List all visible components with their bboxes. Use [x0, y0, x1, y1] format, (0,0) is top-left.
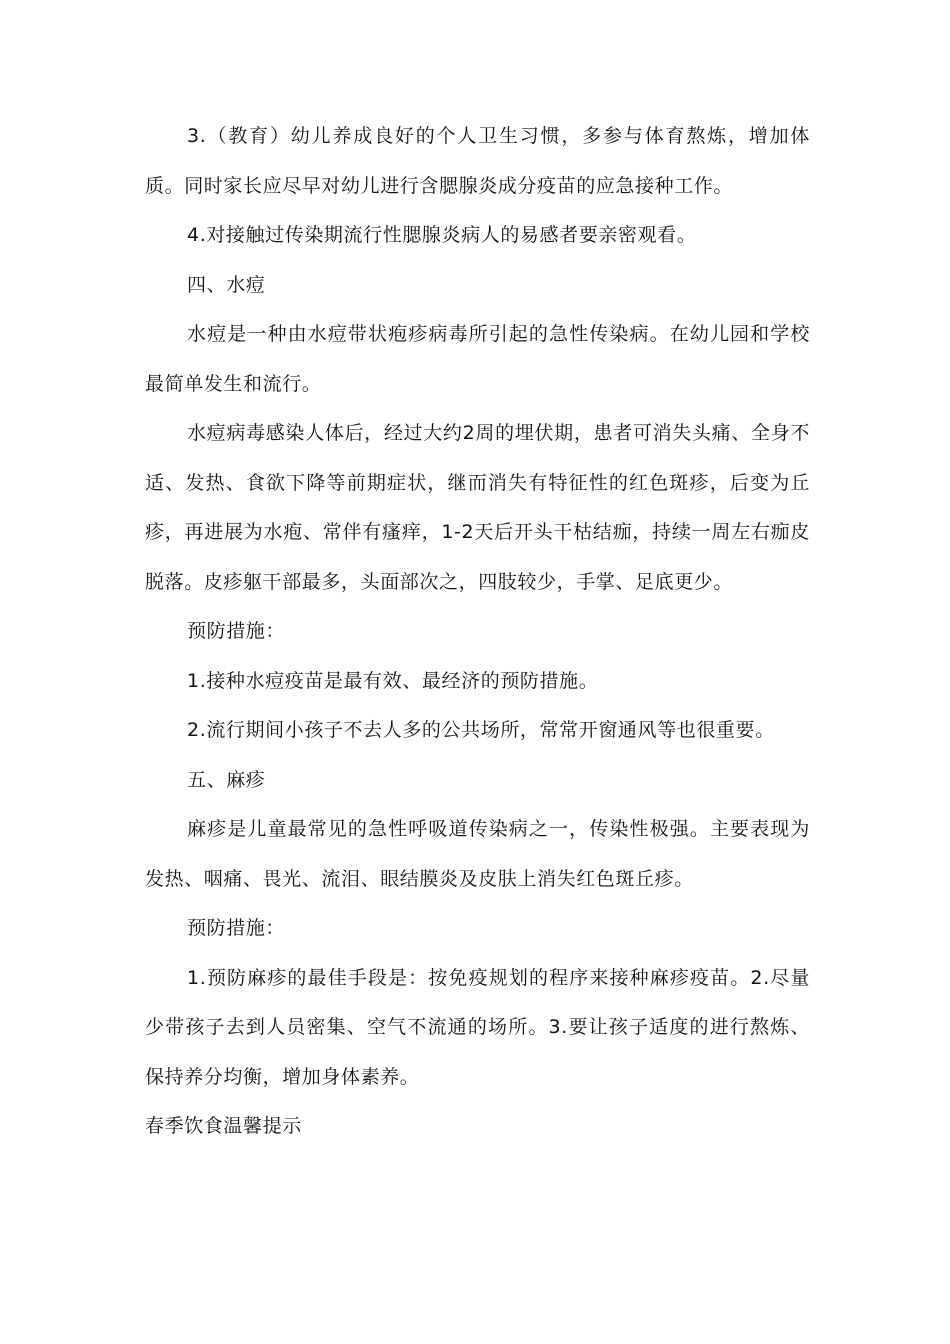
paragraph-chickenpox-vaccine: 1.接种水痘疫苗是最有效、最经济的预防措施。	[187, 669, 599, 692]
paragraph-measles-prevention: 1.预防麻疹的最佳手段是：按免疫规划的程序来接种麻疹疫苗。2.尽量少带孩子去到人员密集、空气不流通的场所。3.要让孩子适度的进行熬炼、保持养分均衡，增加身体素养。	[145, 966, 810, 1088]
paragraph-measles-intro: 麻疹是儿童最常见的急性呼吸道传染病之一，传染性极强。主要表现为发热、咽痛、畏光、流泪、眼结膜炎及皮肤上消失红色斑丘疹。	[145, 818, 810, 890]
paragraph-observe-contacts: 4.对接触过传染期流行性腮腺炎病人的易感者要亲密观看。	[187, 224, 697, 246]
paragraph-chickenpox-ventilation: 2.流行期间小孩子不去人多的公共场所，常常开窗通风等也很重要。	[187, 719, 775, 741]
paragraph-chickenpox-symptoms: 水痘病毒感染人体后，经过大约2周的埋伏期，患者可消失头痛、全身不适、发热、食欲下降等前期症状，继而消失有特征性的红色斑疹，后变为丘疹，再进展为水疱、常伴有瘙痒，1-2天后开头干枯结痂，持续一周左右痂皮脱落。皮疹躯干部最多，头面部次之，四肢较少，手掌、足底更少。	[145, 422, 810, 593]
heading-spring-diet-tips: 春季饮食温馨提示	[145, 1115, 302, 1137]
subheading-prevention-measles: 预防措施：	[187, 917, 286, 939]
paragraph-education-hygiene: 3.（教育）幼儿养成良好的个人卫生习惯，多参与体育熬炼，增加体质。同时家长应尽早对幼儿进行含腮腺炎成分疫苗的应急接种工作。	[145, 125, 810, 197]
paragraph-chickenpox-intro: 水痘是一种由水痘带状疱疹病毒所引起的急性传染病。在幼儿园和学校最简单发生和流行。	[145, 323, 810, 395]
document-body	[145, 112, 810, 1152]
subheading-prevention-chickenpox: 预防措施：	[187, 620, 286, 642]
section-heading-chickenpox: 四、水痘	[187, 273, 266, 296]
section-heading-measles: 五、麻疹	[187, 768, 266, 791]
